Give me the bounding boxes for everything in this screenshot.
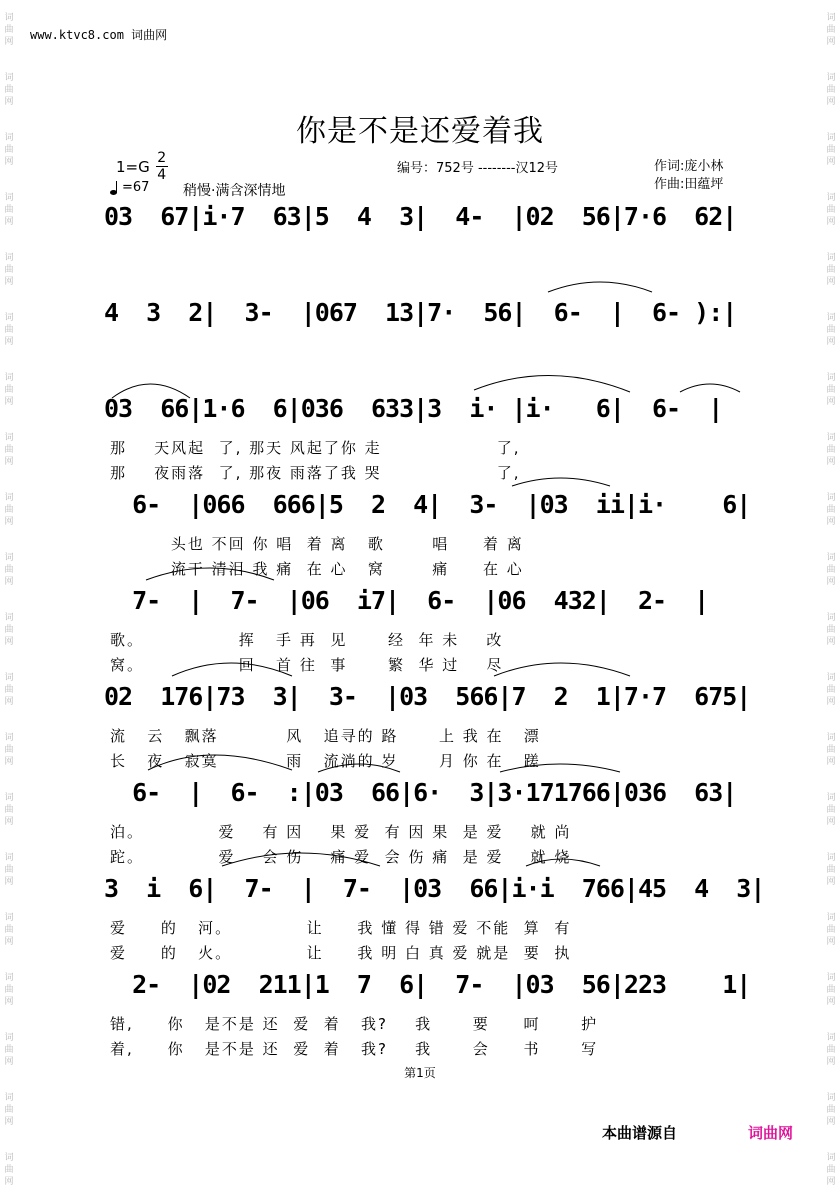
watermark-text: 词 曲 网 <box>826 853 836 887</box>
watermark-text: 词 曲 网 <box>826 493 836 527</box>
notation-row-1 <box>104 202 754 238</box>
meter-bottom: 4 <box>157 167 167 183</box>
notation-row-3 <box>104 394 754 430</box>
watermark-text: 词 曲 网 <box>826 1033 836 1067</box>
watermark-text: 词 曲 网 <box>4 73 14 107</box>
lyric-line-2a: 头也 不回 你 唱 着 离 歌 唱 着 离 <box>110 535 524 553</box>
lyric-line-1a: 那 天风起 了, 那天 风起了你 走 了, <box>110 439 521 457</box>
watermark-text: 词 曲 网 <box>826 1093 836 1127</box>
tempo-mark <box>110 180 149 195</box>
watermark-text: 词 曲 网 <box>4 133 14 167</box>
watermark-text: 词 曲 网 <box>826 733 836 767</box>
lyric-line-6b: 爱 的 火。 让 我 明 白 真 爱 就是 要 执 <box>110 944 572 962</box>
watermark-text: 词 曲 网 <box>826 193 836 227</box>
watermark-text: 词 曲 网 <box>4 193 14 227</box>
lyric-line-4b: 长 夜 寂寞 雨 流淌的 岁 月 你 在 蹉 <box>110 752 541 770</box>
lyric-line-3a: 歌。 挥 手 再 见 经 年 未 改 <box>110 631 504 649</box>
watermark-text: 词 曲 网 <box>4 13 14 47</box>
watermark-text: 词 曲 网 <box>4 793 14 827</box>
watermark-text: 词 曲 网 <box>826 673 836 707</box>
watermark-text: 词 曲 网 <box>826 313 836 347</box>
watermark-text: 词 曲 网 <box>826 13 836 47</box>
watermark-text: 词 曲 网 <box>4 973 14 1007</box>
watermark-text: 词 曲 网 <box>826 613 836 647</box>
lyric-line-5a: 泊。 爱 有 因 果 爱 有 因 果 是 爱 就 尚 <box>110 823 572 841</box>
notation-row-6 <box>104 682 754 718</box>
watermark-text: 词 曲 网 <box>826 433 836 467</box>
lyric-line-2b: 流干 清泪 我 痛 在 心 窝 痛 在 心 <box>110 560 524 578</box>
key-label: 1=G <box>116 157 150 176</box>
watermark-text: 词 曲 网 <box>4 613 14 647</box>
watermark-text: 词 曲 网 <box>4 553 14 587</box>
lyric-line-5b: 跎。 爱 会 伤 痛 爱 会 伤 痛 是 爱 就 烧 <box>110 848 572 866</box>
notation-row-9 <box>104 970 754 1006</box>
watermark-left <box>0 0 18 1187</box>
watermark-text: 词 曲 网 <box>4 253 14 287</box>
tempo-value: =67 <box>122 180 150 195</box>
time-signature <box>156 150 168 183</box>
slur <box>474 375 630 392</box>
source-label: 本曲谱源自 <box>602 1124 678 1142</box>
slur <box>512 478 610 486</box>
watermark-text: 词 曲 网 <box>4 493 14 527</box>
watermark-text: 词 曲 网 <box>4 373 14 407</box>
notes-9: 2- |02 211|1 7 6| 7- |03 56|223 1| <box>104 970 751 999</box>
lyricist: 作词:庞小林 <box>654 159 724 174</box>
notes-4: 6- |066 666|5 2 4| 3- |03 ii|i· 6| <box>104 490 751 519</box>
slur <box>548 282 652 292</box>
song-number: 编号：752号 --------汉12号 <box>397 161 559 176</box>
notes-8: 3 i 6| 7- | 7- |03 66|i·i 766|45 4 3| <box>104 874 765 903</box>
site-url: www.ktvc8.com 词曲网 <box>30 28 168 42</box>
meter-top: 2 <box>157 150 167 166</box>
watermark-text: 词 曲 网 <box>4 313 14 347</box>
watermark-text: 词 曲 网 <box>4 853 14 887</box>
page-number: 第1页 <box>404 1066 436 1080</box>
lyric-line-7b: 着, 你 是不是 还 爱 着 我? 我 会 书 写 <box>110 1040 599 1058</box>
watermark-text: 词 曲 网 <box>4 1153 14 1187</box>
watermark-text: 词 曲 网 <box>4 733 14 767</box>
watermark-right <box>822 0 840 1187</box>
watermark-text: 词 曲 网 <box>4 913 14 947</box>
watermark-text: 词 曲 网 <box>826 133 836 167</box>
composer: 作曲:田蕴坪 <box>654 177 724 192</box>
lyric-line-3b: 窝。 回 首 往 事 繁 华 过 尽 <box>110 656 504 674</box>
notes-1: 03 67|i·7 63|5 4 3| 4- |02 56|7·6 62| <box>104 202 737 231</box>
watermark-text: 词 曲 网 <box>826 973 836 1007</box>
notes-3: 03 66|1·6 6|036 633|3 i· |i· 6| 6- | <box>104 394 723 423</box>
expression-mark: 稍慢·满含深情地 <box>183 183 286 199</box>
watermark-text: 词 曲 网 <box>4 1033 14 1067</box>
watermark-text: 词 曲 网 <box>826 1153 836 1187</box>
song-title: 你是不是还爱着我 <box>296 114 544 149</box>
notation-row-7 <box>104 778 754 814</box>
brand-link[interactable]: 词曲网 <box>748 1124 794 1142</box>
watermark-text: 词 曲 网 <box>826 913 836 947</box>
watermark-text: 词 曲 网 <box>826 553 836 587</box>
lyric-line-1b: 那 夜雨落 了, 那夜 雨落了我 哭 了, <box>110 464 521 482</box>
lyric-line-4a: 流 云 飘落 风 追寻的 路 上 我 在 漂 <box>110 727 541 745</box>
watermark-text: 词 曲 网 <box>826 253 836 287</box>
watermark-text: 词 曲 网 <box>826 73 836 107</box>
slur <box>680 384 740 392</box>
notes-6: 02 176|73 3| 3- |03 566|7 2 1|7·7 675| <box>104 682 751 711</box>
notation-row-5 <box>104 586 754 622</box>
lyric-line-7a: 错, 你 是不是 还 爱 着 我? 我 要 呵 护 <box>110 1015 599 1033</box>
watermark-text: 词 曲 网 <box>4 1093 14 1127</box>
key-signature <box>116 150 168 183</box>
notation-row-8 <box>104 874 765 910</box>
notation-row-4 <box>104 490 754 526</box>
watermark-text: 词 曲 网 <box>826 793 836 827</box>
notes-7: 6- | 6- :|03 66|6· 3|3·171766|036 63| <box>104 778 737 807</box>
watermark-text: 词 曲 网 <box>4 673 14 707</box>
watermark-text: 词 曲 网 <box>4 433 14 467</box>
slur <box>494 663 630 676</box>
watermark-text: 词 曲 网 <box>826 373 836 407</box>
notation-row-2 <box>104 298 754 334</box>
quarter-note-icon <box>110 181 120 195</box>
notes-5: 7- | 7- |06 i7| 6- |06 432| 2- | <box>104 586 709 615</box>
lyric-line-6a: 爱 的 河。 让 我 懂 得 错 爱 不能 算 有 <box>110 919 572 937</box>
notes-2: 4 3 2| 3- |067 13|7· 56| 6- | 6- ):| <box>104 298 737 327</box>
